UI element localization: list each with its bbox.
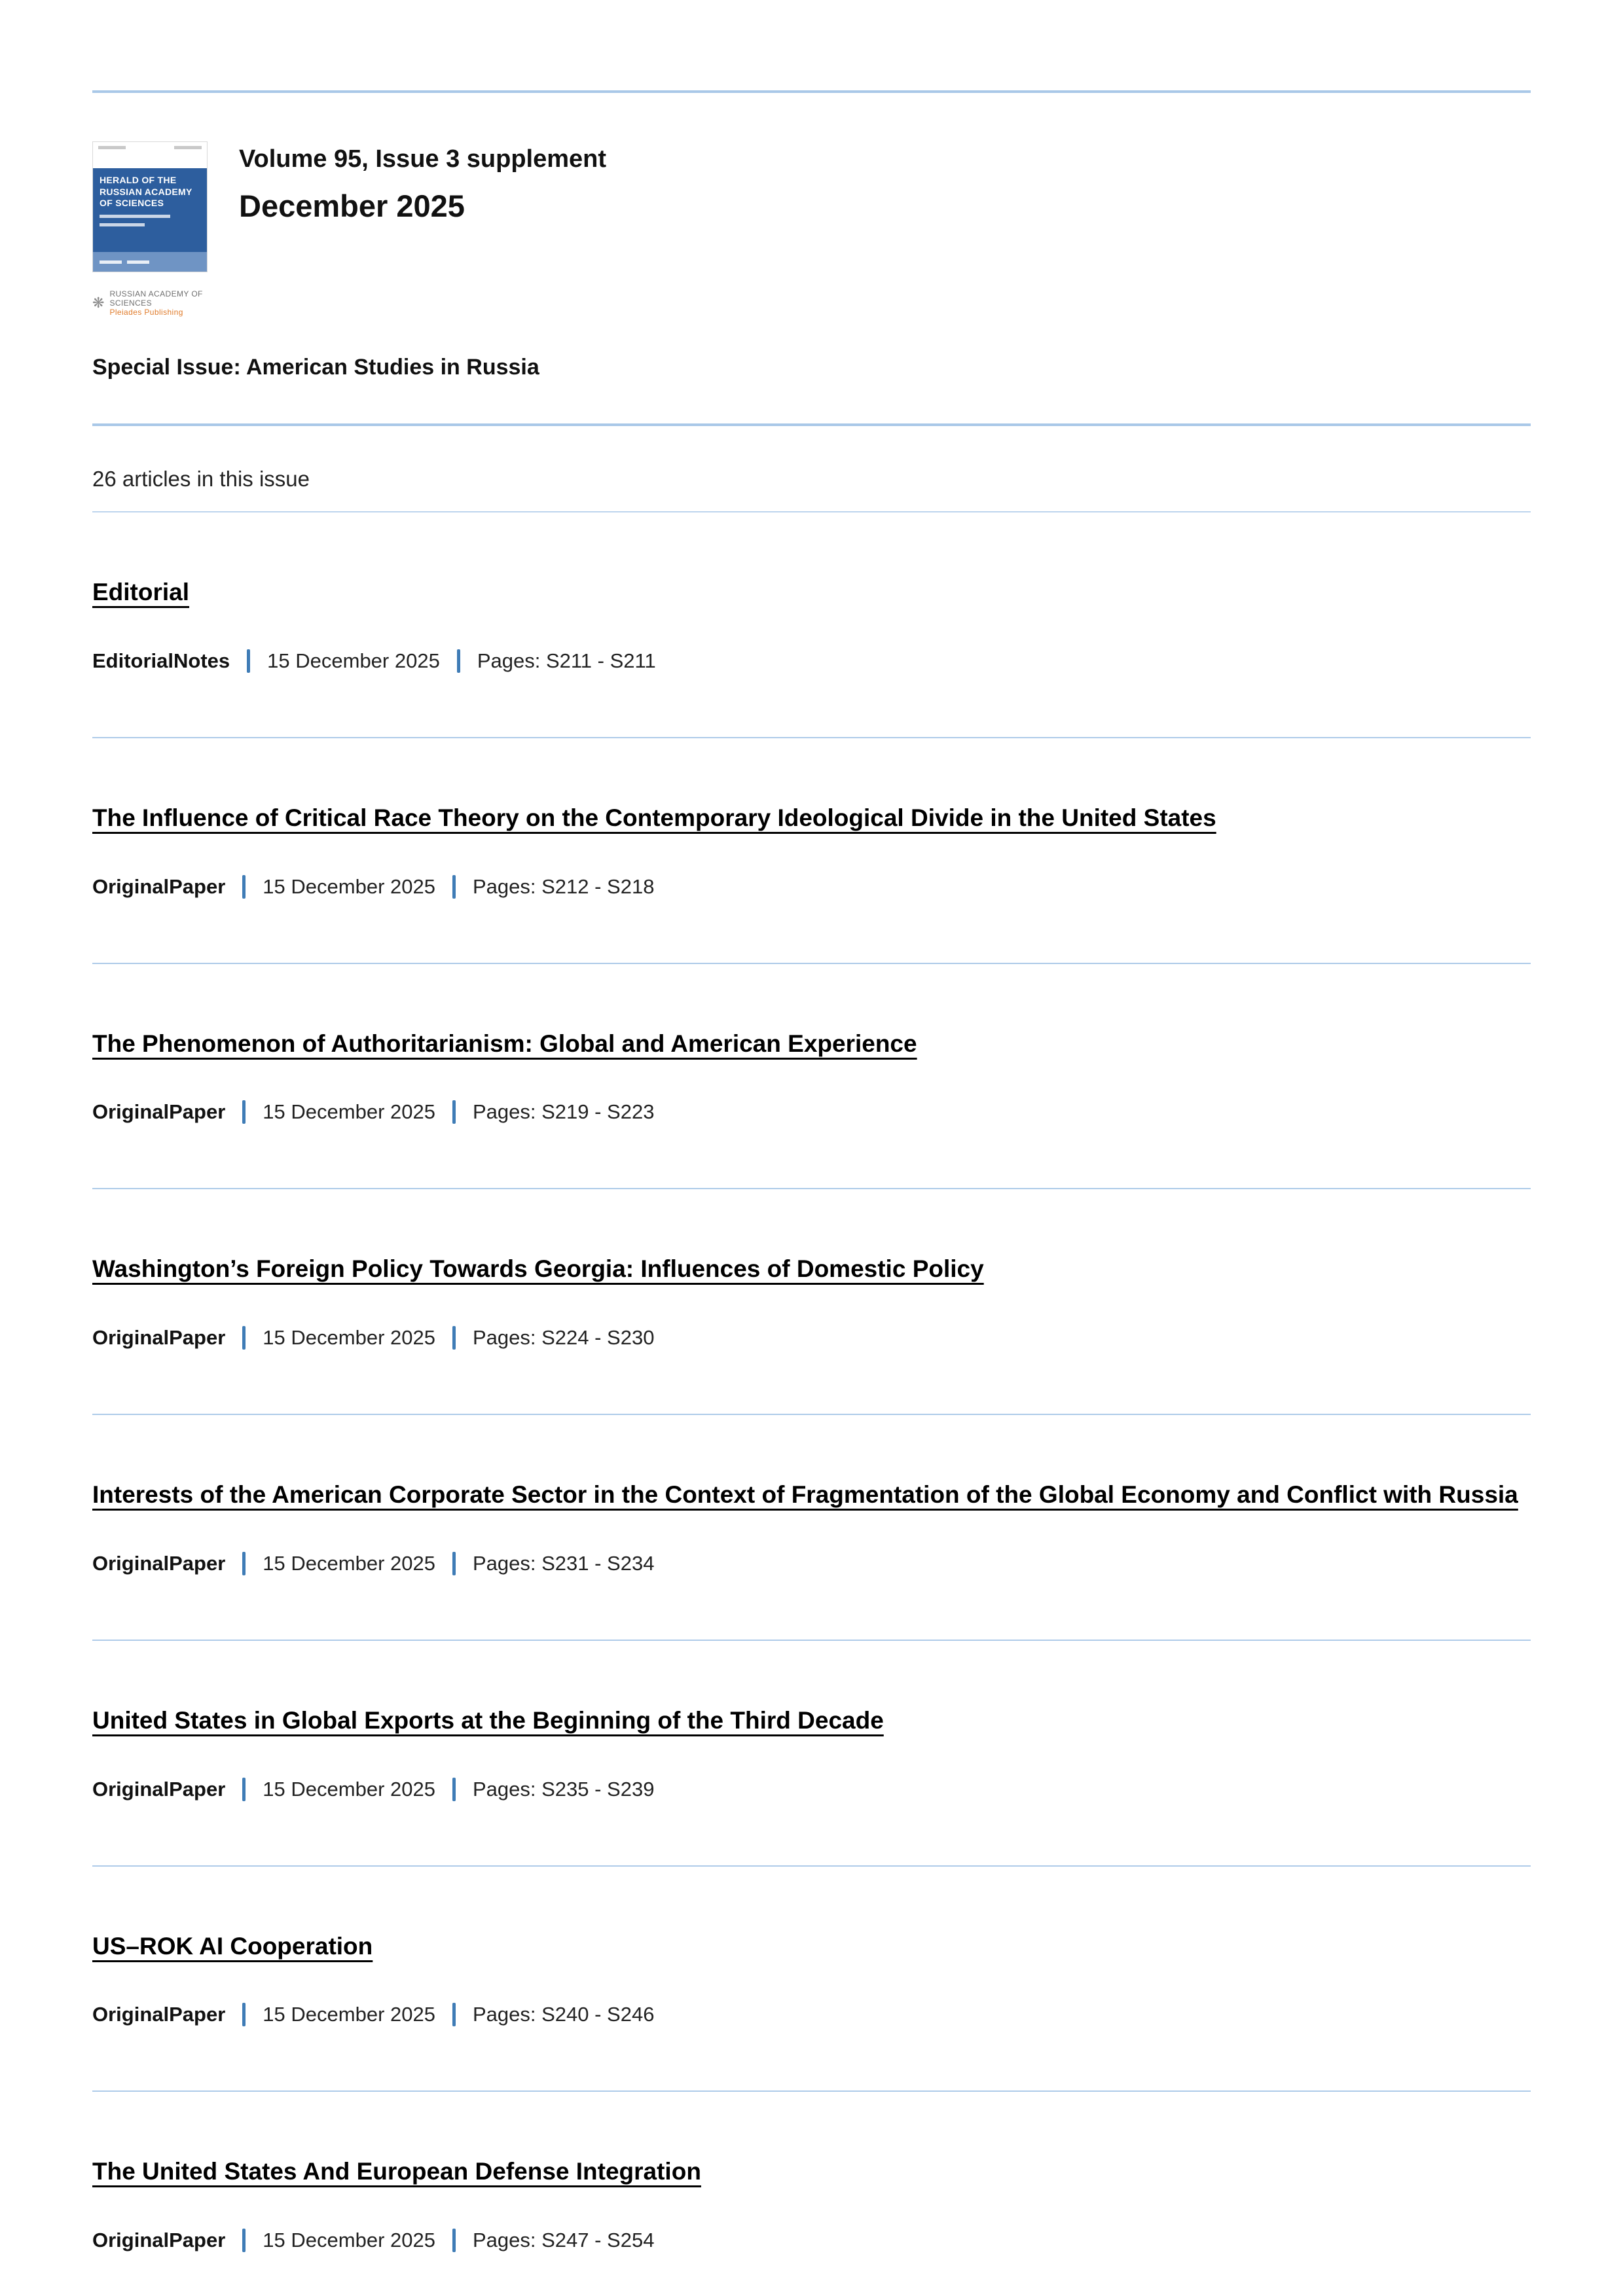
meta-separator-bar [242,1552,246,1575]
cover-decoration [100,260,122,264]
cover-journal-title: HERALD OF THE RUSSIAN ACADEMY OF SCIENCES [100,175,192,208]
meta-separator-bar [452,1100,456,1124]
meta-separator-bar [452,1326,456,1350]
article-date: 15 December 2025 [263,1777,435,1801]
publisher-logo [92,289,210,317]
article-meta [92,2229,1531,2252]
meta-separator-bar [242,2003,246,2026]
article-date: 15 December 2025 [263,2229,435,2251]
article-meta [92,2003,1531,2026]
article-type: OriginalPaper [92,874,226,898]
article-pages: Pages: S211 - S211 [477,649,656,672]
cover-top-band [93,142,207,168]
article-meta [92,649,1531,673]
article-title-link[interactable]: United States in Global Exports at the Beginning of the Third Decade [92,1706,884,1734]
article-type: OriginalPaper [92,1551,226,1575]
issue-header [92,141,1531,317]
article-item [92,738,1531,964]
article-title-link[interactable]: US–ROK AI Cooperation [92,1932,373,1960]
article-item [92,2092,1531,2296]
article-date: 15 December 2025 [263,874,435,898]
meta-separator-bar [452,1778,456,1801]
cover-decoration [174,146,202,149]
article-pages: Pages: S240 - S246 [472,2003,655,2026]
article-meta [92,1100,1531,1124]
article-pages: Pages: S224 - S230 [472,1326,655,1349]
cover-bottom-band [93,252,207,272]
cover-decoration [100,215,170,218]
article-meta [92,875,1531,899]
article-item [92,1867,1531,2092]
publisher-name: RUSSIAN ACADEMY OF SCIENCES [109,289,203,308]
publisher-subname: Pleiades Publishing [109,308,183,317]
article-date: 15 December 2025 [263,1100,435,1124]
article-title-link[interactable]: The United States And European Defense Integration [92,2158,701,2185]
meta-separator-bar [242,1100,246,1124]
article-pages: Pages: S219 - S223 [472,1100,655,1124]
article-list [92,512,1531,2296]
article-item [92,964,1531,1190]
article-type: OriginalPaper [92,2003,226,2026]
meta-separator-bar [452,1552,456,1575]
article-type: OriginalPaper [92,1326,226,1349]
article-date: 15 December 2025 [263,1326,435,1349]
article-title-link[interactable]: The Phenomenon of Authoritarianism: Global and American Experience [92,1030,917,1057]
meta-separator-bar [452,875,456,899]
cover-decoration [127,260,149,264]
journal-cover-thumbnail[interactable] [92,141,208,272]
article-type: OriginalPaper [92,1777,226,1801]
issue-title-block [239,141,606,224]
cover-main-band [93,168,207,252]
meta-separator-bar [242,875,246,899]
cover-decoration [100,223,145,226]
meta-separator-bar [242,1326,246,1350]
article-date: 15 December 2025 [267,649,440,672]
article-meta [92,1778,1531,1801]
article-pages: Pages: S247 - S254 [472,2229,655,2251]
article-item [92,1189,1531,1415]
article-title-link[interactable]: Editorial [92,579,190,605]
article-date: 15 December 2025 [263,1551,435,1575]
article-title-link[interactable]: Washington’s Foreign Policy Towards Georgia: Influences of Domestic Policy [92,1255,984,1283]
article-pages: Pages: S235 - S239 [472,1777,655,1801]
article-type: EditorialNotes [92,649,230,672]
article-meta [92,1326,1531,1350]
article-date: 15 December 2025 [263,2003,435,2026]
cover-decoration [98,146,126,149]
meta-separator-bar [452,2229,456,2252]
article-pages: Pages: S231 - S234 [472,1551,655,1575]
volume-issue-title: Volume 95, Issue 3 supplement [239,145,607,173]
meta-separator-bar [247,649,250,673]
article-title-link[interactable]: Interests of the American Corporate Sector in the Context of Fragmentation of the Global Economy and Conflict with Russia [92,1481,1518,1508]
article-title-link[interactable]: The Influence of Critical Race Theory on the Contemporary Ideological Divide in the United States [92,804,1216,831]
publisher-emblem-icon: ❋ [92,295,105,311]
article-pages: Pages: S212 - S218 [472,874,655,898]
article-count: 26 articles in this issue [92,467,310,491]
article-item [92,1415,1531,1641]
article-type: OriginalPaper [92,1100,226,1124]
issue-date: December 2025 [239,188,465,223]
article-item [92,512,1531,738]
article-item [92,1641,1531,1867]
meta-separator-bar [242,1778,246,1801]
cover-column [92,141,210,317]
header-divider [92,423,1531,426]
article-type: OriginalPaper [92,2229,226,2251]
meta-separator-bar [242,2229,246,2252]
article-meta [92,1552,1531,1575]
special-issue-title: Special Issue: American Studies in Russia [92,355,539,380]
meta-separator-bar [457,649,460,673]
meta-separator-bar [452,2003,456,2026]
top-divider [92,90,1531,93]
